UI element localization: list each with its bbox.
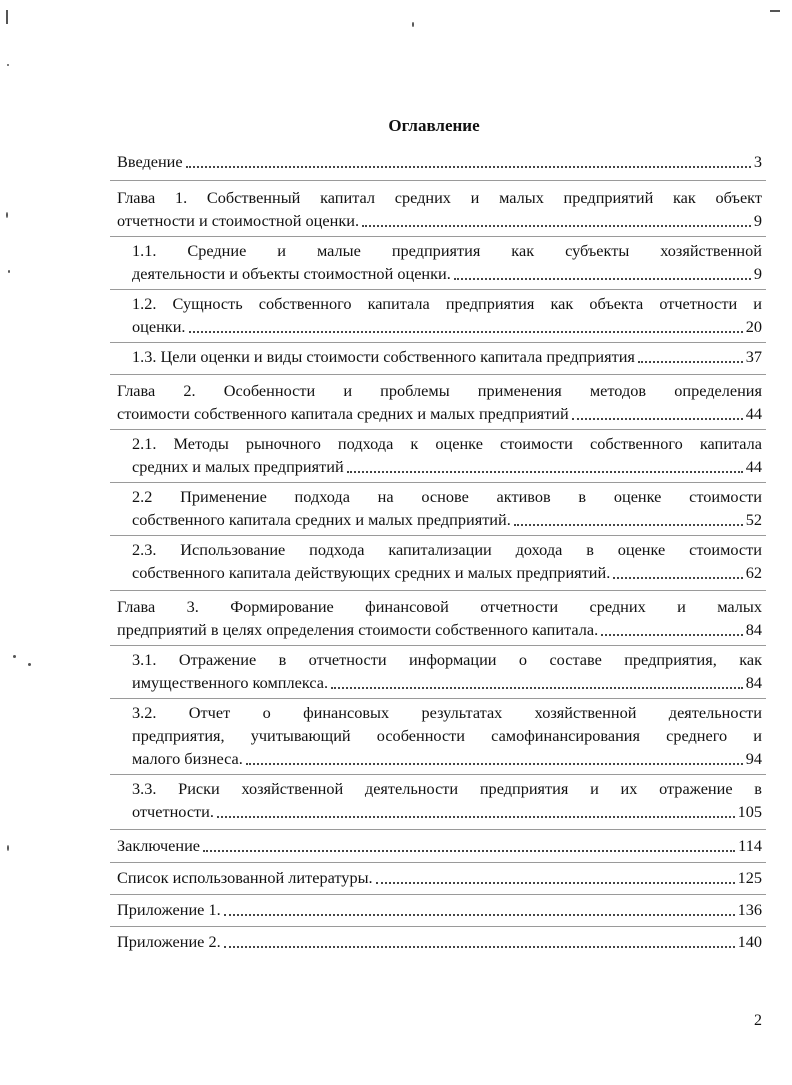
toc-entry-text: 1.1. Средние и малые предприятия как субъекты хозяйственной xyxy=(132,241,762,260)
toc-page-number: 94 xyxy=(745,749,762,768)
dot-leader xyxy=(224,913,735,916)
toc-entry-text: 3.1. Отражение в отчетности информации о составе предприятия, как xyxy=(132,650,762,669)
toc-entry-text: 3.2. Отчет о финансовых результатах хозяйственной деятельности xyxy=(132,703,762,722)
toc-entry-text: 2.1. Методы рыночного подхода к оценке стоимости собственного капитала xyxy=(132,434,762,453)
scan-speck xyxy=(13,655,16,658)
dot-leader xyxy=(189,330,743,333)
scan-speck xyxy=(770,10,780,12)
toc-entry[interactable] xyxy=(117,834,762,857)
dot-leader xyxy=(186,165,751,168)
dot-leader xyxy=(217,815,735,818)
toc-entry-text: оценки. xyxy=(132,317,186,336)
entry-divider xyxy=(110,862,766,863)
toc-page-number: 105 xyxy=(737,802,762,821)
toc-entry-text: 2.2 Применение подхода на основе активов в оценке стоимости xyxy=(132,487,762,506)
dot-leader xyxy=(572,417,743,420)
entry-divider xyxy=(110,289,766,290)
toc-entry[interactable] xyxy=(117,866,762,889)
entry-divider xyxy=(110,535,766,536)
toc-page-number: 44 xyxy=(745,457,762,476)
entry-divider xyxy=(110,774,766,775)
dot-leader xyxy=(454,277,751,280)
scan-speck xyxy=(7,845,9,851)
scan-speck xyxy=(412,22,414,27)
toc-entry-text: деятельности и объекты стоимостной оценки. xyxy=(132,264,451,283)
scan-speck xyxy=(6,212,8,218)
toc-entry-text: отчетности. xyxy=(132,802,214,821)
scan-speck xyxy=(28,663,31,666)
toc-entry[interactable] xyxy=(117,379,762,425)
toc-entry-text: Список использованной литературы. xyxy=(117,868,373,887)
toc-page-number: 37 xyxy=(745,347,762,366)
dot-leader xyxy=(362,224,751,227)
entry-divider xyxy=(110,180,766,181)
toc-page-number: 9 xyxy=(753,211,762,230)
toc-page-number: 114 xyxy=(738,836,762,855)
dot-leader xyxy=(203,849,735,852)
toc-entry-text: Приложение 2. xyxy=(117,932,221,951)
toc-entry-text: 3.3. Риски хозяйственной деятельности предприятия и их отражение в xyxy=(132,779,762,798)
dot-leader xyxy=(638,360,743,363)
toc-entry-text: 1.3. Цели оценки и виды стоимости собственного капитала предприятия xyxy=(132,347,635,366)
entry-divider xyxy=(110,894,766,895)
dot-leader xyxy=(601,633,743,636)
toc-entry-text: Заключение xyxy=(117,836,201,855)
toc-entry-text: средних и малых предприятий xyxy=(132,457,344,476)
scan-speck xyxy=(6,10,8,24)
entry-divider xyxy=(110,429,766,430)
toc-page-number: 62 xyxy=(745,563,762,582)
toc-entry[interactable] xyxy=(117,150,762,173)
toc-entry[interactable] xyxy=(117,930,762,953)
entry-divider xyxy=(110,482,766,483)
toc-entry-text: Приложение 1. xyxy=(117,900,221,919)
page-number: 2 xyxy=(754,1012,762,1029)
toc-entry[interactable] xyxy=(132,538,762,584)
toc-page-number: 125 xyxy=(737,868,762,887)
toc-page-number: 84 xyxy=(745,673,762,692)
scan-speck xyxy=(7,64,9,66)
entry-divider xyxy=(110,342,766,343)
toc-entry-text: 1.2. Сущность собственного капитала предприятия как объекта отчетности и xyxy=(132,294,762,313)
toc-entry-text: предприятия, учитывающий особенности самофинансирования среднего и xyxy=(132,726,762,745)
toc-entry[interactable] xyxy=(132,777,762,823)
entry-divider xyxy=(110,829,766,830)
dot-leader xyxy=(246,762,743,765)
toc-page-number: 3 xyxy=(753,152,762,171)
toc-entry-text: Глава 3. Формирование финансовой отчетности средних и малых xyxy=(117,597,762,616)
toc-page-number: 84 xyxy=(745,620,762,639)
toc-page-number: 136 xyxy=(737,900,762,919)
toc-page-number: 20 xyxy=(745,317,762,336)
toc-entry-text: собственного капитала действующих средних и малых предприятий. xyxy=(132,563,611,582)
scan-speck xyxy=(8,270,10,273)
table-of-contents xyxy=(117,150,762,953)
dot-leader xyxy=(376,881,735,884)
toc-page-number: 9 xyxy=(753,264,762,283)
toc-entry[interactable] xyxy=(132,648,762,694)
dot-leader xyxy=(347,470,743,473)
entry-divider xyxy=(110,645,766,646)
toc-title: Оглавление xyxy=(388,116,480,135)
toc-entry[interactable] xyxy=(132,432,762,478)
toc-page-number: 140 xyxy=(737,932,762,951)
toc-entry[interactable] xyxy=(132,292,762,338)
toc-entry-text: Введение xyxy=(117,152,183,171)
dot-leader xyxy=(331,686,743,689)
entry-divider xyxy=(110,698,766,699)
toc-entry-text: малого бизнеса. xyxy=(132,749,243,768)
toc-entry-text: Глава 1. Собственный капитал средних и малых предприятий как объект xyxy=(117,188,762,207)
entry-divider xyxy=(110,374,766,375)
toc-entry-text: 2.3. Использование подхода капитализации дохода в оценке стоимости xyxy=(132,540,762,559)
dot-leader xyxy=(514,523,743,526)
toc-entry[interactable] xyxy=(117,186,762,232)
toc-entry-text: стоимости собственного капитала средних и малых предприятий xyxy=(117,404,569,423)
toc-entry-text: отчетности и стоимостной оценки. xyxy=(117,211,360,230)
entry-divider xyxy=(110,236,766,237)
toc-page-number: 44 xyxy=(745,404,762,423)
toc-entry-text: имущественного комплекса. xyxy=(132,673,329,692)
toc-entry[interactable] xyxy=(132,345,762,368)
entry-divider xyxy=(110,926,766,927)
entry-divider xyxy=(110,590,766,591)
toc-entry[interactable] xyxy=(117,898,762,921)
toc-entry[interactable] xyxy=(132,485,762,531)
toc-entry[interactable] xyxy=(117,595,762,641)
dot-leader xyxy=(224,945,735,948)
toc-entry[interactable] xyxy=(132,701,762,770)
toc-entry[interactable] xyxy=(132,239,762,285)
toc-entry-text: Глава 2. Особенности и проблемы применения методов определения xyxy=(117,381,762,400)
toc-entry-text: собственного капитала средних и малых предприятий. xyxy=(132,510,511,529)
toc-page-number: 52 xyxy=(745,510,762,529)
dot-leader xyxy=(613,576,742,579)
toc-entry-text: предприятий в целях определения стоимости собственного капитала. xyxy=(117,620,599,639)
